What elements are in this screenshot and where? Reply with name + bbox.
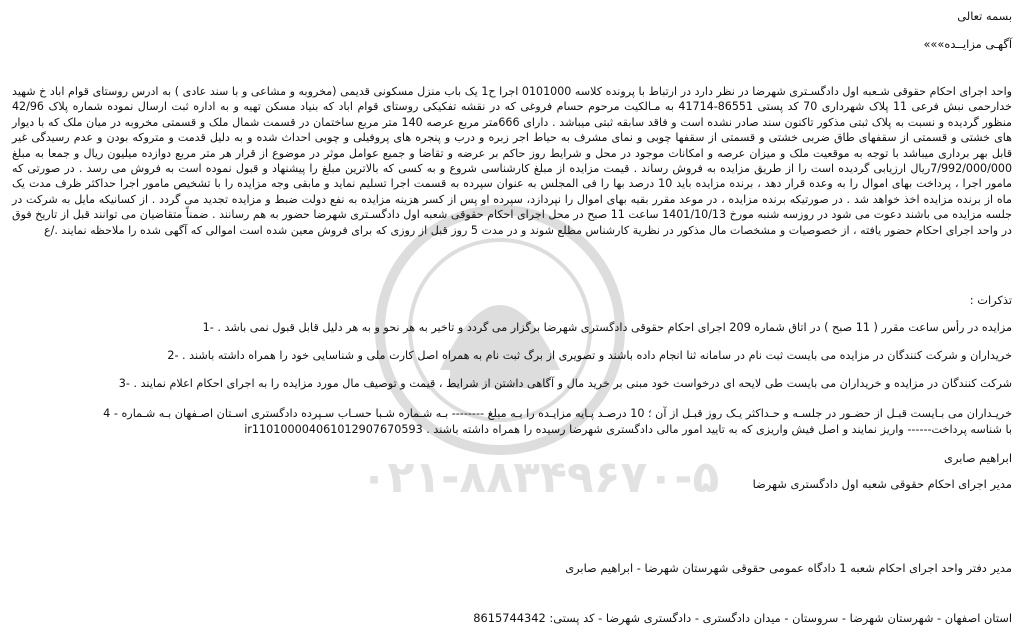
note-item-3: شرکت کنندگان در مزایده و خریداران می بایست طی لایحه ای درخواست خود مبنی بر خرید مال و آگاهی داشتن از شرایط ، قیمت و توصیف مال مورد مزایده را به اجرای احکام اعلام نمایند . -3 bbox=[118, 377, 1012, 390]
note-item-2: خریداران و شرکت کنندگان در مزایده می بایست ثبت نام در سامانه ثنا انجام داده باشند و تصویری از برگ ثبت نام به همراه اصل کارت ملی و شناسایی خود را همراه داشته باشند . -2 bbox=[167, 349, 1012, 362]
page-title: آگهـی مزایــده»»» bbox=[923, 37, 1012, 51]
note-item-1: مزایده در رأس ساعت مقرر ( 11 صبح ) در اتاق شماره 209 اجرای احکام حقوقی دادگستری شهرضا برگزار می گردد و تاخیر به هر نحو و به هر دلیل قابل قبول نمی باشد . -1 bbox=[202, 321, 1012, 334]
announcement-body bbox=[12, 84, 1012, 238]
note-item-4-continued: با شناسه پرداخت------ واریز نمایند و اصل فیش واریزی که به تایید امور مالی دادگستری شهرضا رسیده را همراه داشته باشند . ir110100004061012907670593 bbox=[244, 423, 1012, 436]
signature-name: ابراهیم صابری bbox=[944, 451, 1012, 465]
bismillah-heading: بسمه تعالی bbox=[957, 9, 1012, 23]
footer-address: استان اصفهان - شهرستان شهرضا - سروستان - میدان دادگستری - دادگستری شهرضا - کد پستی: 8615744342 bbox=[473, 611, 1012, 625]
watermark-phone: ۰۲۱-۸۸۳۴۹۶۷۰-۵ bbox=[360, 452, 720, 503]
footer-office: مدیر دفتر واحد اجرای احکام شعبه 1 دادگاه عمومی حقوقی شهرستان شهرضا - ابراهیم صابری bbox=[565, 561, 1012, 575]
body-paragraph: واحد اجرای احکام حقوقی شـعبه اول دادگسـتری شهرضا در نظر دارد در ارتباط با پرونده کلاسه 0101000 اجرا ح1 یک باب منزل مسکونی قدیمی (مخروبه و مشاعی و با سند عادی ) به ادرس روستای قوام اباد خ شهید خدارحمی نبش فرعی 11 پلاک شهرداری 70 کد پستی 86551-41714 به مـالکیت مرحوم حسام فروغی که در نقشه تفکیکی روستای قوام اباد که بنیاد مسکن تهیه و به اداره ثبت ارسال نموده شماره پلاک 42/96 منظور گردیده و نسبت به پلاک ثبتی مذکور تاکنون سند صادر نشده است و فاقد سابقه ثبتی میباشد . دارای 666متر مربع عرصه 140 متر مربع ساختمان در قسمت شمال ملک و قسمتی مخروبه در میان ملک که با دیوار های خشتی و قسمتی از سقفهای طاق ضربی خشتی و قسمتی از سقفها چوبی و نمای مشرف به حیاط اجر زبره و درب و پنجره های پروفیلی و چوبی احداث شده و به دلیل قدمت و متروکه بودن و عدم رسیدگی غیر قابل بهر برداری میباشد با توجه به موقعیت ملک و میزان عرصه و امکانات موجود در محل و شرایط روز حاکم بر عرضه و تقاضا و جمیع عوامل موثر در موضوع از قرار هر متر مربع دوازده میلیون ریال و جمعا به مبلغ 7/992/000/000ریال ارزیابی گردیده است را از طریق مزایده به فروش رساند . قیمت مزایده از مبلغ کارشناسی شروع و به کسی که بالاترین مبلغ را پیشنهاد و قبول نموده است به فروش می رسد . در صورتی که مامور اجرا ، پرداخت بهای اموال را به وعده قرار دهد ، برنده مزایده باید 10 درصد بها را فی المجلس به عنوان سپرده به قسمت اجرا تسلیم نماید و مابقی وجه مزایده را با تشخیص مامور اجرا حداکثر ظرف مدت یک ماه از برنده مزایده اخذ خواهد شد . در صورتیکه برنده مزایده ، در موعد مقرر بقیه بهای اموال را نپردازد، سپرده او پس از کسر هزینه مزایده به نفع دولت ضبط و مزایده تجدید می گردد . از کسانیکه مایل به شرکت در جلسه مزایده می باشند دعوت می شود در روزسه شنبه مورخ 1401/10/13 ساعت 11 صبح در محل اجرای احکام حقوقی شعبه اول دادگسـتری شهرضا حضور به هم رسانند . ضمناً متقاضیان می توانند قبل از تاریخ فوق در واحد اجرای احکام حضور یافته ، از خصوصیات و مشخصات مال مذکور در نظریة کارشناس مطلع شوند و در مدت 5 روز قبل از روزی که برای فروش معین شده است اموالی که آگهی شده را ملاحظه نمایند ./ع bbox=[12, 85, 1013, 237]
note-item-4: خریـداران می بـایست قبـل از حضـور در جلسـه و حـداکثر یـک روز قبـل از آن ؛ 10 درصـد پـایه مزایـده را بـه مبلغ -------- بـه شـماره شـبا حسـاب سـپرده دادگستری اسـتان اصـفهان بـه شـماره - 4 bbox=[103, 407, 1012, 420]
notes-title: تذکرات : bbox=[969, 293, 1012, 307]
signature-role: مدیر اجرای احکام حقوقی شعبه اول دادگستری شهرضا bbox=[752, 477, 1012, 491]
